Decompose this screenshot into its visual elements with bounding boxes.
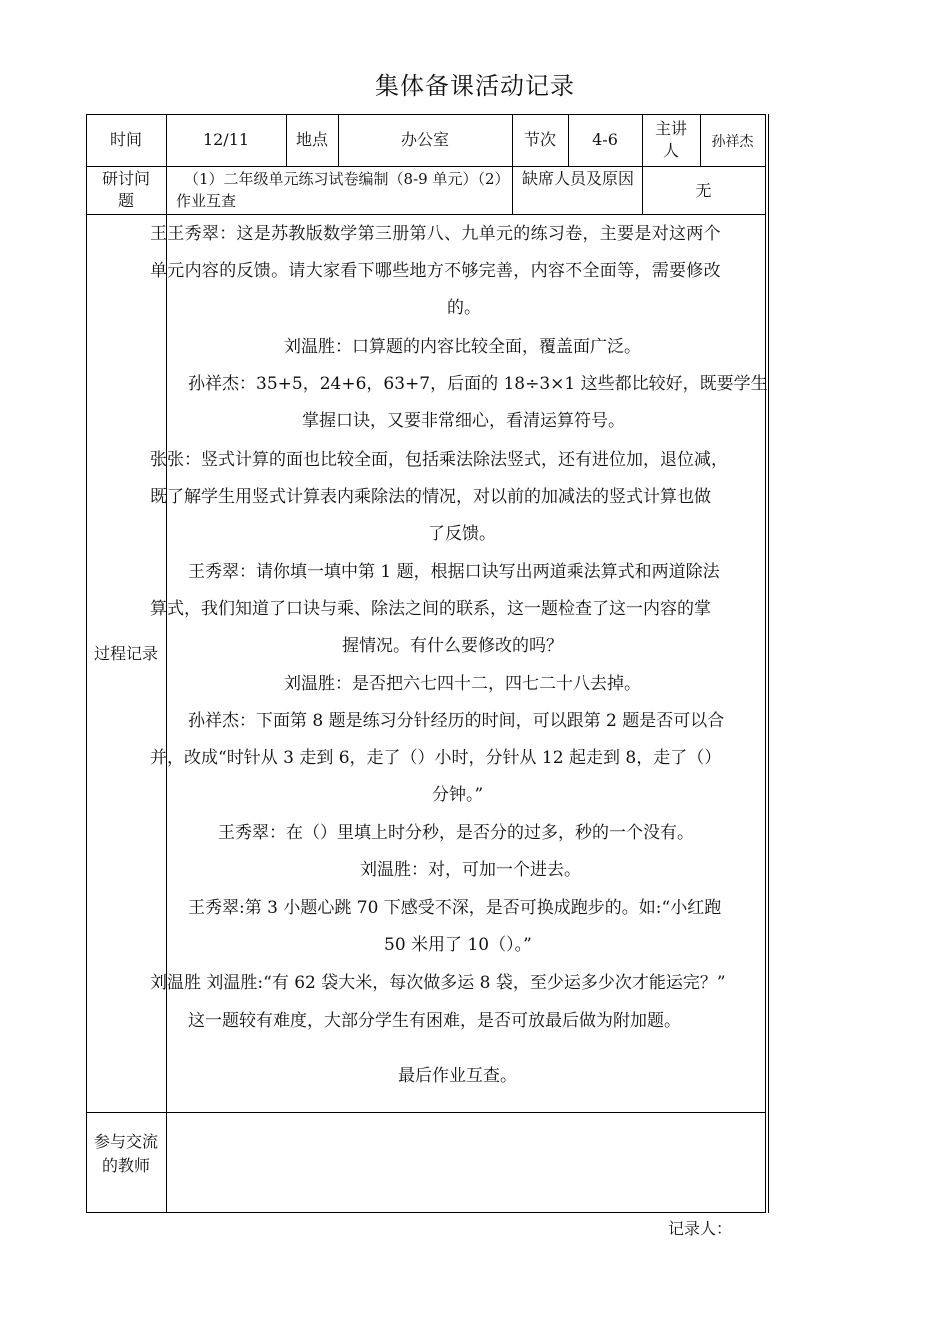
absent-value: 无 — [695, 181, 712, 200]
table-row-divider-2 — [86, 214, 766, 215]
process-label: 过程记录 — [94, 644, 159, 663]
process-line: 刘温胜：对，可加一个进去。 — [360, 860, 581, 880]
speaker-value: 孙祥杰 — [711, 134, 754, 150]
process-line: 并，改成“时针从 3 走到 6，走了（）小时，分针从 12 起走到 8，走了（） — [150, 748, 722, 768]
process-line: 既了解学生用竖式计算表内乘除法的情况，对以前的加减法的竖式计算也做 — [150, 487, 711, 507]
process-line: 单元内容的反馈。请大家看下哪些地方不够完善，内容不全面等，需要修改 — [150, 261, 721, 281]
process-line: 刘温胜：是否把六七四十二，四七二十八去掉。 — [284, 674, 641, 694]
teachers-label: 参与交流的教师 — [94, 1132, 159, 1175]
topic-label: 研讨问题 — [101, 169, 150, 210]
table-border-left — [86, 114, 87, 1213]
time-label: 时间 — [109, 130, 142, 149]
table-row-divider-3 — [86, 1112, 766, 1113]
table-border-top — [86, 114, 766, 115]
process-line: 最后作业互查。 — [398, 1066, 517, 1086]
place-value: 办公室 — [400, 130, 449, 149]
topic-value: （1）二年级单元练习试卷编制（8-9 单元）（2）作业互查 — [176, 170, 503, 210]
absent-label: 缺席人员及原因 — [521, 169, 634, 188]
process-line: 刘温胜：口算题的内容比较全面，覆盖面广泛。 — [284, 337, 641, 357]
process-line: 王秀翠:第 3 小题心跳 70 下感受不深，是否可换成跑步的。如:“小红跑 — [188, 898, 722, 918]
place-label: 地点 — [295, 130, 328, 149]
process-line: 掌握口诀，又要非常细心，看清运算符号。 — [302, 411, 625, 431]
recorder-label: 记录人： — [668, 1219, 733, 1238]
period-label: 节次 — [523, 130, 556, 149]
process-line: 50 米用了 10（）。” — [384, 935, 532, 955]
process-line: 算式，我们知道了口诀与乘、除法之间的联系，这一题检查了这一内容的掌 — [150, 599, 711, 619]
time-value: 12/11 — [202, 130, 250, 149]
process-line: 分钟。” — [432, 785, 484, 805]
speaker-label: 主讲人 — [654, 119, 687, 160]
process-line: 握情况。有什么要修改的吗？ — [342, 636, 563, 656]
table-border-right-outer — [768, 114, 769, 1213]
process-line: 孙祥杰：35+5，24+6，63+7，后面的 18÷3×1 这些都比较好，既要学生 — [188, 374, 768, 394]
process-line: 王秀翠：请你填一填中第 1 题，根据口诀写出两道乘法算式和两道除法 — [188, 562, 720, 582]
process-line: 王秀翠：在（）里填上时分秒，是否分的过多，秒的一个没有。 — [218, 823, 694, 843]
period-value: 4-6 — [592, 130, 618, 149]
process-line: 孙祥杰：下面第 8 题是练习分针经历的时间，可以跟第 2 题是否可以合 — [188, 711, 725, 731]
table-row-divider-1 — [86, 166, 766, 167]
process-line: 了反馈。 — [428, 524, 496, 544]
process-line: 张张：竖式计算的面也比较全面，包括乘法除法竖式，还有进位加，退位减， — [150, 450, 728, 470]
process-line: 这一题较有难度，大部分学生有困难，是否可放最后做为附加题。 — [188, 1011, 681, 1031]
process-line: 刘温胜 刘温胜:“有 62 袋大米，每次做多运 8 袋，至少运多少次才能运完？” — [150, 973, 726, 993]
process-line: 王王秀翠：这是苏教版数学第三册第八、九单元的练习卷，主要是对这两个 — [150, 224, 721, 244]
table-border-right — [765, 114, 766, 1213]
document-title: 集体备课活动记录 — [375, 72, 575, 100]
process-line: 的。 — [447, 298, 481, 318]
table-border-bottom — [86, 1212, 766, 1213]
